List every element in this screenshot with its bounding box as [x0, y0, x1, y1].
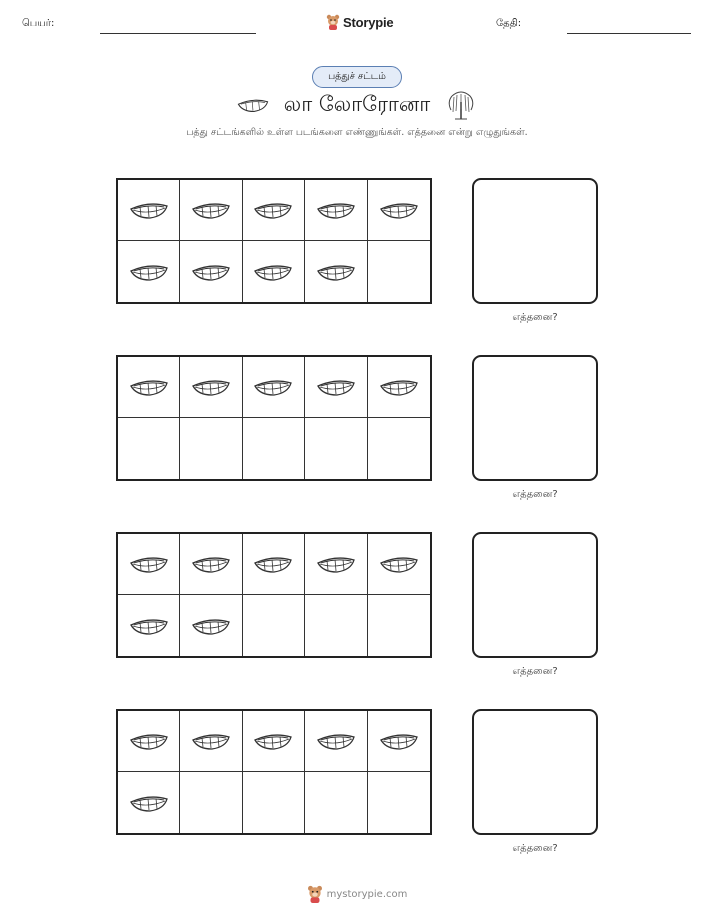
date-label: தேதி:: [496, 18, 522, 29]
boat-icon: [128, 551, 170, 577]
footer-url: mystorypie.com: [326, 888, 408, 900]
footer: [0, 885, 714, 903]
instructions: பத்து சட்டங்களில் உள்ள படங்களை எண்ணுங்கள். எத்தனை என்று எழுதுங்கள்.: [186, 127, 528, 138]
ten-frame-cell: [180, 180, 242, 241]
boat-icon: [236, 90, 270, 120]
boat-icon: [128, 197, 170, 223]
ten-frame: [116, 709, 432, 835]
brand-logo: [326, 14, 393, 30]
how-many-label: எத்தனை?: [512, 312, 558, 323]
ten-frame-cell: [243, 772, 305, 833]
ten-frame-cell: [305, 180, 367, 241]
ten-frame-cell: [368, 418, 430, 479]
ten-frame-cell: [368, 180, 430, 241]
ten-frame-cell: [118, 772, 180, 833]
ten-frame-cell: [118, 418, 180, 479]
ten-frame-cell: [305, 711, 367, 772]
ten-frame-cell: [243, 534, 305, 595]
ten-frame-cell: [243, 357, 305, 418]
ten-frame-cell: [243, 418, 305, 479]
page-title: லா லோரோனா: [283, 91, 431, 116]
boat-icon: [128, 613, 170, 639]
boat-icon: [190, 197, 232, 223]
name-label: பெயர்:: [22, 18, 55, 29]
how-many-label: எத்தனை?: [512, 843, 558, 854]
boat-icon: [252, 374, 294, 400]
ten-frame: [116, 178, 432, 304]
ten-frame-cell: [118, 180, 180, 241]
ten-frame-cell: [368, 711, 430, 772]
name-line[interactable]: [100, 33, 256, 34]
ten-frame-cell: [243, 711, 305, 772]
boat-icon: [378, 551, 420, 577]
ten-frame-cell: [243, 241, 305, 302]
boat-icon: [378, 728, 420, 754]
willow-tree-icon: [444, 90, 478, 120]
how-many-label: எத்தனை?: [512, 666, 558, 677]
ten-frame: [116, 532, 432, 658]
ten-frame-cell: [305, 772, 367, 833]
answer-box[interactable]: [472, 355, 598, 481]
how-many-label: எத்தனை?: [512, 489, 558, 500]
boat-icon: [315, 728, 357, 754]
ten-frame-cell: [368, 772, 430, 833]
boat-icon: [128, 374, 170, 400]
worksheet-type-badge: பத்துச் சட்டம்: [312, 66, 402, 88]
ten-frame-cell: [243, 595, 305, 656]
boat-icon: [190, 374, 232, 400]
ten-frame-cell: [305, 357, 367, 418]
ten-frame-cell: [180, 772, 242, 833]
boat-icon: [190, 259, 232, 285]
ten-frame-cell: [118, 595, 180, 656]
ten-frame-cell: [368, 241, 430, 302]
date-line[interactable]: [567, 33, 691, 34]
ten-frame-cell: [180, 711, 242, 772]
title-row: [0, 90, 714, 120]
ten-frame-cell: [180, 357, 242, 418]
ten-frame-cell: [118, 241, 180, 302]
boat-icon: [252, 728, 294, 754]
answer-box[interactable]: [472, 532, 598, 658]
boat-icon: [378, 197, 420, 223]
boat-icon: [190, 551, 232, 577]
ten-frame-cell: [305, 241, 367, 302]
ten-frame-cell: [368, 595, 430, 656]
ten-frame-cell: [118, 711, 180, 772]
ten-frame-cell: [118, 357, 180, 418]
bear-icon: [307, 885, 323, 903]
boat-icon: [315, 259, 357, 285]
ten-frame-cell: [368, 534, 430, 595]
ten-frame-cell: [305, 418, 367, 479]
ten-frame-cell: [180, 418, 242, 479]
ten-frame-cell: [305, 534, 367, 595]
boat-icon: [252, 197, 294, 223]
boat-icon: [128, 259, 170, 285]
answer-box[interactable]: [472, 709, 598, 835]
brand-name: Storypie: [343, 14, 394, 30]
boat-icon: [315, 374, 357, 400]
answer-box[interactable]: [472, 178, 598, 304]
boat-icon: [190, 728, 232, 754]
bear-icon: [326, 14, 340, 30]
ten-frame-cell: [180, 595, 242, 656]
ten-frame: [116, 355, 432, 481]
boat-icon: [378, 374, 420, 400]
boat-icon: [128, 728, 170, 754]
ten-frame-cell: [305, 595, 367, 656]
boat-icon: [252, 551, 294, 577]
ten-frame-cell: [180, 241, 242, 302]
boat-icon: [315, 551, 357, 577]
ten-frame-cell: [180, 534, 242, 595]
ten-frame-cell: [243, 180, 305, 241]
ten-frame-cell: [368, 357, 430, 418]
boat-icon: [190, 613, 232, 639]
boat-icon: [252, 259, 294, 285]
boat-icon: [128, 790, 170, 816]
ten-frame-cell: [118, 534, 180, 595]
boat-icon: [315, 197, 357, 223]
